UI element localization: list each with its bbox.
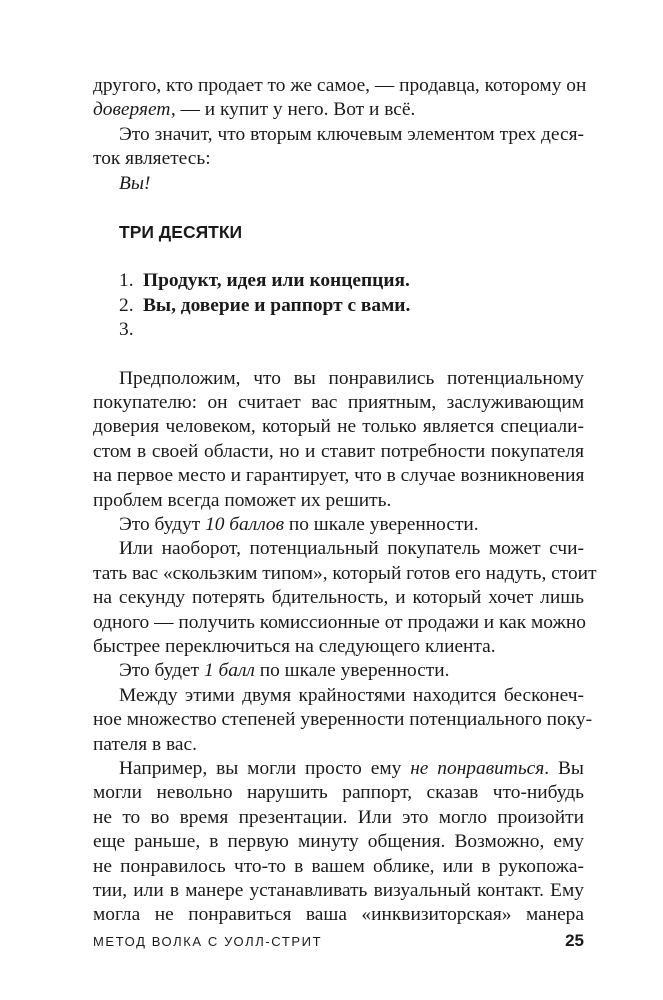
- text-line: Между этими двумя крайностями находится бесконеч-: [119, 684, 584, 706]
- italic-word: доверяет,: [93, 99, 176, 121]
- text-line: пателя в вас.: [93, 733, 197, 755]
- text-line: Это значит, что вторым ключевым элементом трех деся-: [119, 123, 584, 145]
- text-line: тии, или в манере устанавливать визуальный контакт. Ему: [93, 879, 584, 901]
- text-line: на секунду потерять бдительность, и который хочет лишь: [93, 587, 584, 609]
- text-line: не то во время презентации. Или это могло произойти: [93, 806, 584, 828]
- italic-phrase: не понравиться: [410, 757, 545, 779]
- text-line: стом в своей области, но и ставит потребности покупателя: [93, 440, 584, 462]
- spacer: [93, 196, 584, 220]
- text-line: [93, 513, 584, 537]
- text-span: по шкале уверенности.: [259, 660, 450, 682]
- page-number: 25: [565, 931, 584, 950]
- text-line: на первое место и гарантирует, что в случае возникновения: [93, 465, 585, 487]
- text-line: Предположим, что вы понравились потенциальному: [119, 367, 584, 389]
- text-line: могла не понравиться ваша «инквизиторская» манера: [93, 904, 584, 926]
- text-span: . Вы: [544, 757, 584, 779]
- text-span: — и купит у него. Вот и всё.: [180, 99, 416, 121]
- text-line: могли невольно нарушить раппорт, сказав что-нибудь: [93, 782, 584, 804]
- section-heading: ТРИ ДЕСЯТКИ: [119, 222, 243, 243]
- text-line: [93, 757, 584, 781]
- list-item: [93, 318, 584, 342]
- text-line: Или наоборот, потенциальный покупатель может счи-: [119, 538, 584, 560]
- text-line: не понравилось что-то в вашем облике, или в рукопожа-: [93, 855, 584, 877]
- list-text: Продукт, идея или концепция.: [143, 270, 410, 292]
- text-line: проблем всегда поможет их решить.: [93, 489, 392, 511]
- text-span: Например, вы могли просто ему: [119, 757, 402, 779]
- text-span: Это будет: [119, 660, 200, 682]
- text-line: покупателю: он считает вас приятным, заслуживающим: [93, 392, 584, 414]
- text-span: Это будут: [119, 514, 201, 536]
- page-footer: [93, 931, 584, 951]
- text-span: по шкале уверенности.: [288, 514, 479, 536]
- list-text: Вы, доверие и раппорт с вами.: [143, 294, 411, 316]
- list-number: 2.: [119, 294, 134, 316]
- spacer: [93, 245, 584, 269]
- text-line: [93, 98, 584, 122]
- list-number: 1.: [119, 270, 134, 292]
- running-head: МЕТОД ВОЛКА С УОЛЛ-СТРИТ: [93, 934, 323, 949]
- text-line: доверия человеком, который не только является специали-: [93, 416, 584, 438]
- text-line: ное множество степеней уверенности потенциального поку-: [93, 709, 593, 731]
- italic-word: Вы!: [119, 172, 151, 194]
- list-number: 3.: [119, 318, 134, 340]
- italic-phrase: 1 балл: [203, 660, 255, 682]
- list-item: [93, 269, 584, 293]
- text-line: ток являетесь:: [93, 148, 211, 170]
- list-item: [93, 294, 584, 318]
- text-line: одного — получить комиссионные от продажи и как можно: [93, 611, 586, 633]
- italic-phrase: 10 баллов: [205, 514, 285, 536]
- text-line: [93, 659, 584, 683]
- text-line: [93, 172, 584, 196]
- text-line: быстрее переключиться на следующего клиента.: [93, 635, 496, 657]
- text-line: тать вас «скользким типом», который готов его надуть, стоит: [93, 562, 597, 584]
- spacer: [93, 342, 584, 366]
- text-column: [93, 74, 597, 928]
- text-line: другого, кто продает то же самое, — продавца, которому он: [93, 75, 587, 96]
- text-line: еще раньше, в первую минуту общения. Возможно, ему: [93, 831, 584, 853]
